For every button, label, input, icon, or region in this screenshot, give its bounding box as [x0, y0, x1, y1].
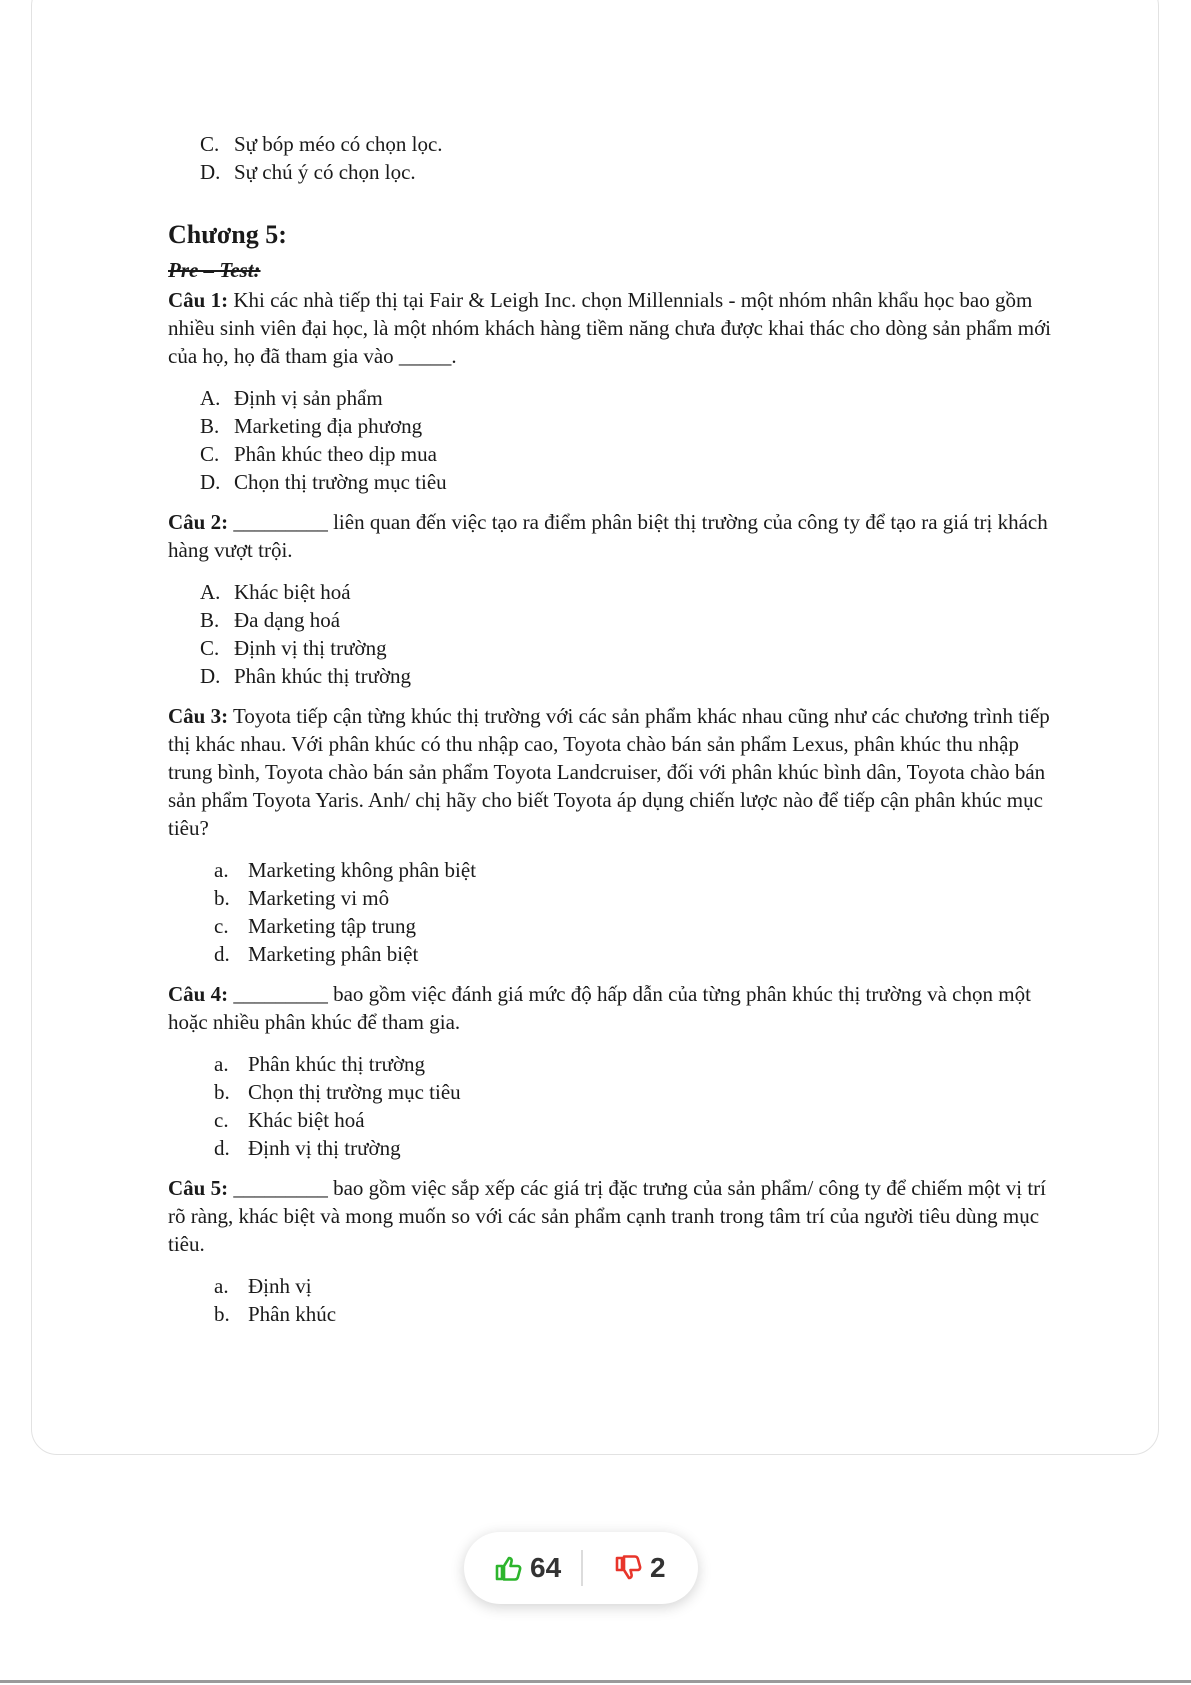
question-label: Câu 1:	[168, 288, 229, 312]
option-text: Định vị sản phẩm	[234, 386, 383, 410]
chapter-title: Chương 5:	[168, 220, 287, 249]
option-text: Định vị thị trường	[234, 636, 387, 660]
thumbs-down-icon	[614, 1554, 642, 1582]
option	[168, 384, 1068, 412]
option	[168, 606, 1068, 634]
option-text: Phân khúc thị trường	[248, 1052, 426, 1076]
thumbs-up-icon	[494, 1554, 522, 1582]
options-q2	[168, 578, 1068, 690]
option-mark: a.	[214, 1052, 229, 1076]
option	[168, 1078, 1068, 1106]
option	[168, 1050, 1068, 1078]
question-text: Khi các nhà tiếp thị tại Fair & Leigh Inc. chọn Millennials - một nhóm nhân khẩu học bao gồm nhiều sinh viên đại học, là một nhóm khách hàng tiềm năng chưa được khai thác cho dòng sản phẩm mới của họ, họ đã tham gia vào _____.	[168, 288, 1052, 368]
option-mark: D.	[200, 160, 221, 184]
option-mark: b.	[214, 1080, 230, 1104]
divider	[0, 1680, 1191, 1683]
question-label: Câu 2:	[168, 510, 229, 534]
option-text: Phân khúc thị trường	[234, 664, 412, 688]
upvote-count: 64	[530, 1552, 562, 1583]
option-text: Marketing không phân biệt	[248, 858, 477, 882]
option-mark: D.	[200, 664, 221, 688]
option	[168, 440, 1068, 468]
question-text: _________ bao gồm việc sắp xếp các giá trị đặc trưng của sản phẩm/ công ty để chiếm một vị trí rõ ràng, khác biệt và mong muốn so với các sản phẩm cạnh tranh trong tâm trí của người tiêu dùng mục tiêu.	[168, 1176, 1046, 1256]
pretest-label: Pre – Test:	[168, 258, 261, 282]
option	[168, 884, 1068, 912]
option-mark: C.	[200, 636, 220, 660]
options-q4	[168, 1050, 1068, 1162]
option-mark: b.	[214, 886, 230, 910]
option-mark: c.	[214, 1108, 229, 1132]
option-text: Định vị	[248, 1274, 312, 1298]
vote-bar	[464, 1532, 698, 1604]
options-q5	[168, 1272, 1068, 1328]
option-text: Chọn thị trường mục tiêu	[234, 470, 447, 494]
option-text: Phân khúc	[248, 1302, 337, 1326]
option-text: Marketing vi mô	[248, 886, 390, 910]
option	[168, 856, 1068, 884]
options-q3	[168, 856, 1068, 968]
question-text: _________ liên quan đến việc tạo ra điểm phân biệt thị trường của công ty để tạo ra giá trị khách hàng vượt trội.	[168, 510, 1048, 562]
option-text: Sự chú ý có chọn lọc.	[234, 160, 416, 184]
option-text: Marketing địa phương	[234, 414, 423, 438]
option	[168, 912, 1068, 940]
question-label: Câu 5:	[168, 1176, 229, 1200]
option-mark: C.	[200, 132, 220, 156]
upvote-button[interactable]	[494, 1532, 561, 1604]
option-mark: D.	[200, 470, 221, 494]
question-text: Toyota tiếp cận từng khúc thị trường với các sản phẩm khác nhau cũng như các chương trình tiếp thị khác nhau. Với phân khúc có thu nhập cao, Toyota chào bán sản phẩm Lexus, phân khúc thu nhập trung bình, Toyota chào bán sản phẩm Toyota Landcruiser, đối với phân khúc bình dân, Toyota chào bán sản phẩm Toyota Yaris. Anh/ chị hãy cho biết Toyota áp dụng chiến lược nào để tiếp cận phân khúc mục tiêu?	[168, 704, 1050, 840]
option-mark: B.	[200, 414, 220, 438]
option-mark: d.	[214, 1136, 230, 1160]
option-text: Đa dạng hoá	[234, 608, 341, 632]
option-text: Phân khúc theo dịp mua	[234, 442, 437, 466]
options-q1	[168, 384, 1068, 496]
option-text: Định vị thị trường	[248, 1136, 401, 1160]
divider	[581, 1550, 583, 1586]
option	[168, 468, 1068, 496]
option-mark: d.	[214, 942, 230, 966]
option-text: Khác biệt hoá	[248, 1108, 365, 1132]
document-content	[168, 130, 1068, 1328]
option	[168, 1272, 1068, 1300]
question-label: Câu 3:	[168, 704, 229, 728]
question-2	[168, 508, 1068, 564]
option-text: Khác biệt hoá	[234, 580, 351, 604]
option-mark: C.	[200, 442, 220, 466]
option	[168, 578, 1068, 606]
question-1	[168, 286, 1068, 370]
question-label: Câu 4:	[168, 982, 229, 1006]
option-mark: a.	[214, 858, 229, 882]
option	[168, 1300, 1068, 1328]
option-text: Marketing tập trung	[248, 914, 416, 938]
option	[168, 662, 1068, 690]
option	[168, 940, 1068, 968]
option-prev-d	[168, 158, 1068, 186]
question-4	[168, 980, 1068, 1036]
option-mark: B.	[200, 608, 220, 632]
option-mark: c.	[214, 914, 229, 938]
option	[168, 1134, 1068, 1162]
question-3	[168, 702, 1068, 842]
question-5	[168, 1174, 1068, 1258]
option-mark: b.	[214, 1302, 230, 1326]
option-text: Sự bóp méo có chọn lọc.	[234, 132, 443, 156]
option-mark: a.	[214, 1274, 229, 1298]
downvote-button[interactable]	[614, 1532, 666, 1604]
option-text: Marketing phân biệt	[248, 942, 419, 966]
option	[168, 412, 1068, 440]
question-text: _________ bao gồm việc đánh giá mức độ hấp dẫn của từng phân khúc thị trường và chọn một hoặc nhiều phân khúc để tham gia.	[168, 982, 1031, 1034]
option-text: Chọn thị trường mục tiêu	[248, 1080, 461, 1104]
downvote-count: 2	[650, 1552, 666, 1583]
option-mark: A.	[200, 386, 221, 410]
option	[168, 1106, 1068, 1134]
option	[168, 634, 1068, 662]
option-prev-c	[168, 130, 1068, 158]
option-mark: A.	[200, 580, 221, 604]
